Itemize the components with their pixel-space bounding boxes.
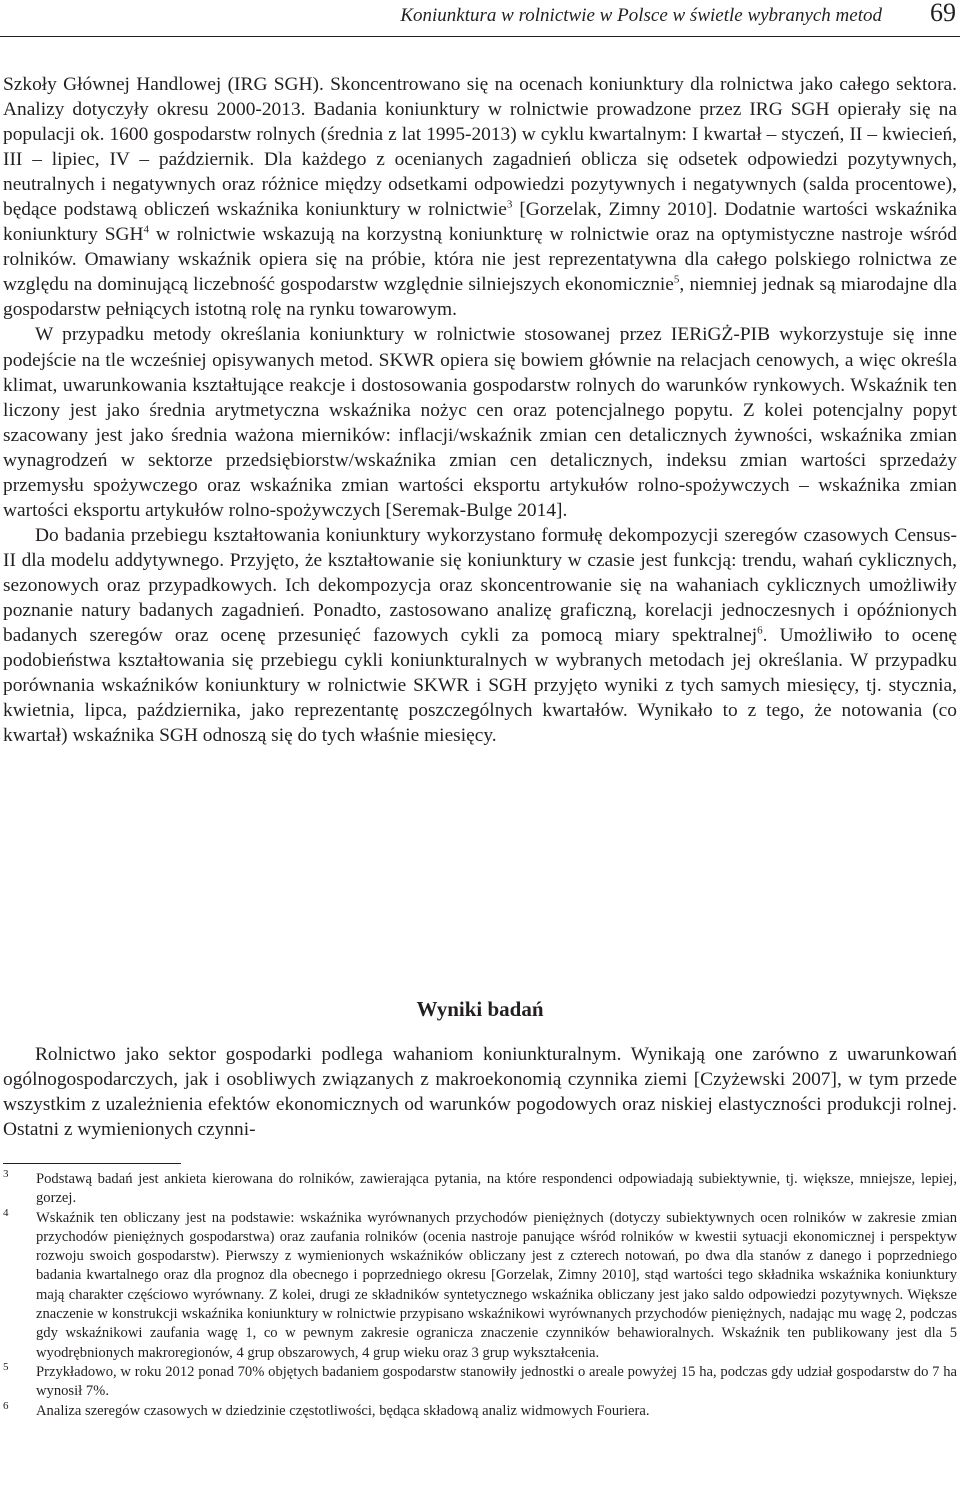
footnote-text: Podstawą badań jest ankieta kierowana do rolników, zawierająca pytania, na które respondenci odpowiadają subiektywnie, tj. większe, mniejsze, lepiej, gorzej. [36, 1171, 957, 1207]
page-number: 69 [930, 0, 956, 27]
footnotes [3, 1170, 957, 1421]
section-paragraph-1: Rolnictwo jako sektor gospodarki podlega wahaniom koniunkturalnym. Wynikają one zarówno z uwarunkowań ogólnogospodarczych, jak i osobliwych związanych z makroekonomią czynnika ziemi [Czyżewski 2007], w tym przede wszystkim z uzależnienia efektów ekonomicznych od warunków pogodowych oraz niskiej elastyczności produkcji rolnej. Ostatni z wymienionych czynni- [3, 1044, 957, 1141]
section-heading: Wyniki badań [416, 997, 544, 1021]
header-rule [0, 36, 960, 37]
running-title: Koniunktura w rolnictwie w Polsce w świetle wybranych metod [400, 5, 882, 26]
footnote-text: Analiza szeregów czasowych w dziedzinie częstotliwości, będąca składową analiz widmowych Fouriera. [36, 1402, 650, 1419]
footnote-text: Przykładowo, w roku 2012 ponad 70% objętych badaniem gospodarstw stanowiły jednostki o areale powyżej 15 ha, podczas gdy udział gospodarstw do 7 ha wynosił 7%. [36, 1363, 957, 1400]
paragraph-2: W przypadku metody określania koniunktury w rolnictwie stosowanej przez IERiGŻ-PIB wykorzystuje się inne podejście na tle wcześniej opisywanych metod. SKWR opiera się bowiem głównie na relacjach cenowych, a więc określa klimat, uwarunkowania kształtujące reakcje i dostosowania gospodarstw rolnych do warunków rynkowych. Wskaźnik ten liczony jest jako średnia arytmetyczna wskaźnika nożyc cen oraz potencjalnego popytu. Z kolei potencjalny popyt szacowany jest jako średnia ważona mierników: inflacji/wskaźnik zmian cen detalicznych żywności, wskaźnika zmian wynagrodzeń w sektorze przedsiębiorstw/wskaźnika zmian cen detalicznych, indeksu zmian wartości sprzedaży przemysłu spożywczego oraz wskaźnika zmian wartości eksportu artykułów rolno-spożywczych – wskaźnika zmian wartości eksportu artykułów rolno-spożywczych [Seremak-Bulge 2014]. [3, 324, 957, 521]
footnote-ref-5[interactable]: 5 [673, 273, 680, 286]
footnote-rule [3, 1163, 181, 1164]
paragraph-1-part-1: Szkoły Głównej Handlowej (IRG SGH). Skoncentrowano się na ocenach koniunktury dla rolnictwa jako całego sektora. Analizy dotyczyły okresu 2000-2013. Badania koniunktury w rolnictwie prowadzone przez IRG SGH opierały się na populacji ok. 1600 gospodarstw rolnych (średnia z lat 1995-2013) w cyklu kwartalnym: I kwartał – styczeń, II – kwiecień, III – lipiec, IV – październik. Dla każdego z ocenianych zagadnień oblicza się odsetek odpowiedzi pozytywnych, neutralnych i negatywnych oraz różnice między odsetkami odpowiedzi pozytywnych i negatywnych (salda procentowe), będące podstawą obliczeń wskaźnika koniunktury w rolnictwie [3, 74, 957, 221]
paragraph-3 [3, 523, 957, 748]
paragraph-1-part-4: , niemniej jednak są miarodajne dla gospodarstw pełniących istotną rolę na rynku towarowym. [3, 274, 957, 321]
footnote-4 [3, 1206, 957, 1363]
footnote-3 [3, 1170, 957, 1209]
paragraph-3-part-1: Do badania przebiegu kształtowania koniunktury wykorzystano formułę dekompozycji szeregów czasowych Census-II dla modelu addytywnego. Przyjęto, że kształtowanie się koniunktury w czasie jest funkcją: trendu, wahań cyklicznych, sezonowych oraz przypadkowych. Ich dekompozycja oraz skoncentrowanie się na wahaniach cyklicznych umożliwiły poznanie natury badanych zagadnień. Ponadto, zastosowano analizę graficzną, korelacji jednoczesnych i opóźnionych badanych szeregów oraz ocenę przesunięć fazowych cykli za pomocą miary spektralnej [3, 524, 957, 647]
body-text [3, 72, 957, 748]
footnote-ref-4[interactable]: 4 [143, 223, 149, 236]
paragraph-1-part-2: [Gorzelak, Zimny 2010]. Dodatnie wartości wskaźnika koniunktury SGH [3, 199, 957, 246]
footnote-number: 6 [3, 1399, 9, 1412]
footnote-5 [3, 1360, 957, 1402]
footnote-6 [3, 1399, 957, 1421]
footnote-text: Wskaźnik ten obliczany jest na podstawie: wskaźnika wyrównanych przychodów pieniężnych (dotyczy subiektywnych ocen rolników w zakresie zmian przychodów pieniężnych gospodarstwa) oraz zaufania rolników (ocenia nastroje panujące wśród rolników w kwestii sytuacji ekonomicznej i perspektyw rozwoju swoich gospodarstw). Pierwszy z wymienionych wskaźników obliczany jest z czterech notowań, po dwa dla stanów z danego i poprzedniego badania kwartalnego oraz dla prognoz dla obecnego i poprzedniego okresu [Gorzelak, Zimny 2010], stąd wartości tego składnika wskaźnika koniunktury mają charakter częściowo wyrównany. Z kolei, drugi ze składników syntetycznego wskaźnika obliczany jest jako saldo odpowiedzi pozytywnych. Większe znaczenie w konstrukcji wskaźnika koniunktury w rolnictwie przypisano wskaźnikowi wyrównanych przychodów pieniężnych, nadając mu wagę 2, podczas gdy wskaźnikowi zaufania wagę 1, co w pewnym zakresie ogranicza znaczenie czynników behawioralnych. Wskaźnik ten publikowany jest dla 5 wyodrębnionych makroregionów, 4 grup obszarowych, 4 grup wieku oraz 3 grup wykształcenia. [36, 1209, 957, 1361]
paragraph-1-part-3: w rolnictwie wskazują na korzystną koniunkturę w rolnictwie oraz na optymistyczne nastroje wśród rolników. Omawiany wskaźnik opiera się na próbie, która nie jest reprezentatywna dla całego polskiego rolnictwa ze względu na dominującą liczebność gospodarstw względnie silniejszych ekonomicznie [3, 224, 958, 296]
running-header [0, 0, 960, 40]
footnote-number: 3 [3, 1168, 9, 1180]
paragraph-3-part-2: . Umożliwiło to ocenę podobieństwa kształtowania się przebiegu cykli koniunkturalnych w wybranych metodach jej określania. W przypadku porównania wskaźników koniunktury w rolnictwie SKWR i SGH przyjęto wyniki z tych samych miesięcy, tj. stycznia, kwietnia, lipca, października, jako reprezentantę poszczególnych kwartałów. Wynikało to z tego, że notowania (co kwartał) wskaźnika SGH odnoszą się do tych właśnie miesięcy. [3, 625, 957, 747]
paragraph-1 [3, 72, 957, 322]
footnote-number: 5 [3, 1360, 9, 1373]
footnote-number: 4 [3, 1206, 9, 1219]
footnote-ref-6[interactable]: 6 [757, 624, 763, 637]
section-body [3, 1042, 957, 1142]
footnote-ref-3[interactable]: 3 [506, 198, 513, 211]
